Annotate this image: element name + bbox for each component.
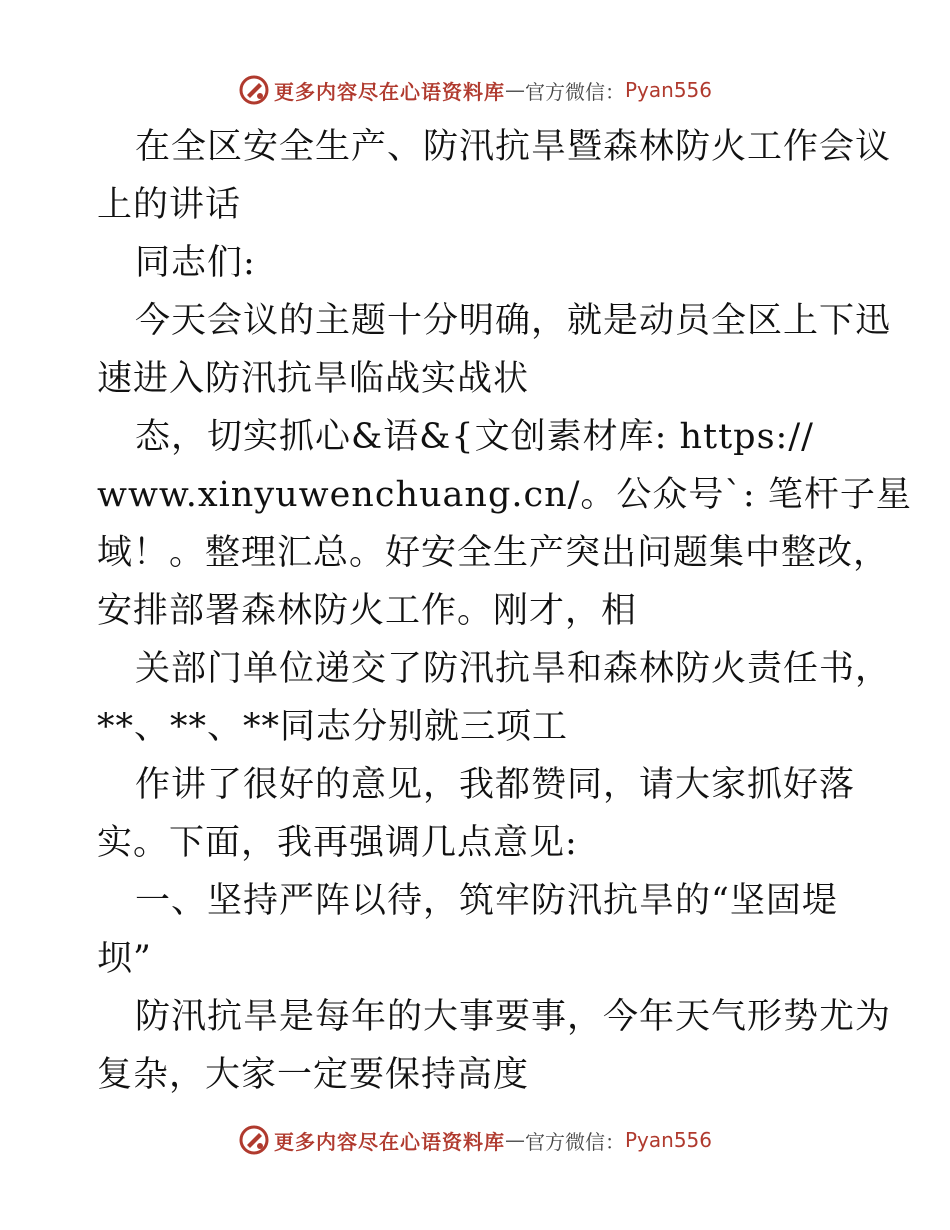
document-line: 速进入防汛抗旱临战实战状 bbox=[97, 359, 530, 399]
document-line: 安排部署森林防火工作。刚才，相 bbox=[97, 591, 638, 631]
banner-wechat-label: 官方微信： bbox=[524, 79, 625, 104]
document-line: 上的讲话 bbox=[97, 185, 242, 225]
document-line: 域！。整理汇总。好安全生产突出问题集中整改， bbox=[97, 533, 890, 573]
document-line: 坝” bbox=[97, 939, 152, 979]
banner-wechat-label: 官方微信： bbox=[524, 1129, 625, 1154]
document-line: 复杂，大家一定要保持高度 bbox=[97, 1055, 530, 1095]
document-line: 一、坚持严阵以待，筑牢防汛抗旱的“坚固堤 bbox=[135, 881, 838, 921]
banner-separator: — bbox=[504, 78, 525, 102]
banner-brand-text: 更多内容尽在心语资料库 bbox=[273, 1129, 505, 1154]
document-line: 态，切实抓心&语&{文创素材库: https:// bbox=[135, 417, 814, 457]
library-logo-icon bbox=[238, 74, 270, 106]
banner-separator: — bbox=[504, 1128, 525, 1152]
document-line: 防汛抗旱是每年的大事要事，今年天气形势尤为 bbox=[135, 997, 892, 1037]
document-line: 在全区安全生产、防汛抗旱暨森林防火工作会议 bbox=[135, 127, 892, 167]
document-line: 关部门单位递交了防汛抗旱和森林防火责任书， bbox=[135, 649, 892, 689]
document-line: www.xinyuwenchuang.cn/。公众号`: 笔杆子星 bbox=[97, 475, 912, 515]
document-line: 作讲了很好的意见，我都赞同，请大家抓好落 bbox=[135, 765, 856, 805]
document-line: 实。下面，我再强调几点意见: bbox=[97, 823, 578, 863]
document-line: 同志们: bbox=[135, 243, 256, 283]
document-line: **、**、**同志分别就三项工 bbox=[97, 707, 569, 747]
header-banner bbox=[0, 70, 950, 110]
document-line: 今天会议的主题十分明确，就是动员全区上下迅 bbox=[135, 301, 892, 341]
banner-wechat-id: Pyan556 bbox=[624, 78, 712, 102]
document-body bbox=[97, 118, 912, 1104]
library-logo-icon bbox=[238, 1124, 270, 1156]
banner-brand-text: 更多内容尽在心语资料库 bbox=[273, 79, 505, 104]
footer-banner bbox=[0, 1120, 950, 1160]
banner-wechat-id: Pyan556 bbox=[624, 1128, 712, 1152]
